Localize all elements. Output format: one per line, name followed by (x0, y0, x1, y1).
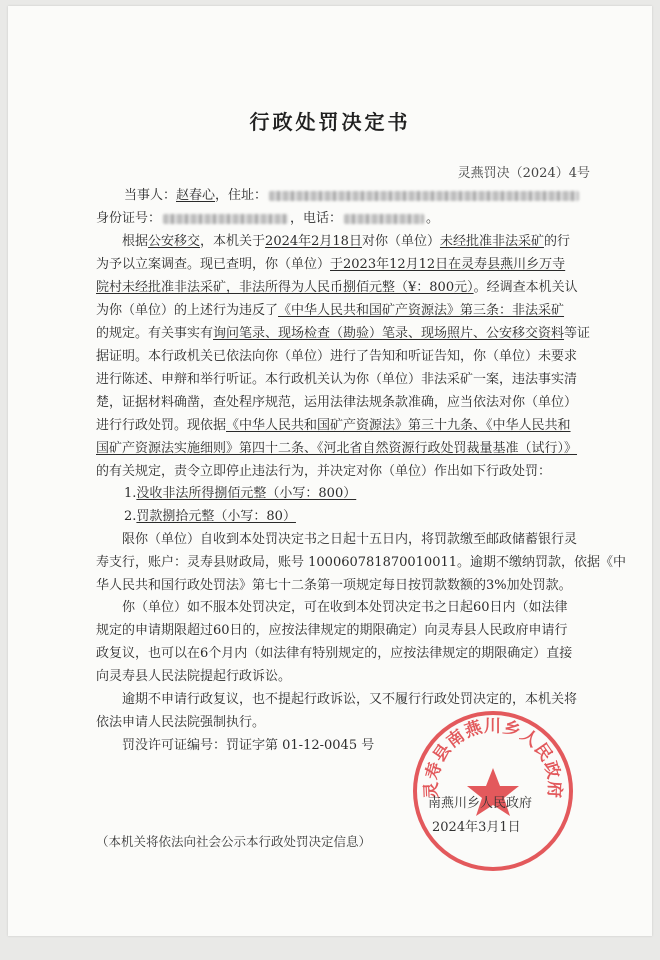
party-name: 赵春心 (176, 188, 216, 203)
text-line: 依法申请人民法院强制执行。 (96, 715, 266, 730)
facts-paragraph (96, 230, 591, 483)
redacted-phone (344, 214, 424, 224)
text-span: 的行 (543, 234, 570, 249)
text-line: 向灵寿县人民法院提起行政诉讼。 (96, 669, 292, 684)
payment-paragraph (96, 528, 627, 597)
penalty-item (124, 482, 584, 505)
penalty-item (124, 505, 584, 528)
seal-text: 灵寿县南燕川乡人民政府 (421, 716, 565, 800)
party-info (96, 184, 584, 230)
text-span: 2024年2月18日 (265, 234, 362, 249)
license-number: 罚没许可证编号：罚证字第 01-12-0045 号 (122, 738, 375, 753)
issue-date: 2024年3月1日 (432, 820, 521, 835)
id-label: 身份证号： (96, 211, 162, 226)
document-number: 灵燕罚决（2024）4号 (457, 166, 590, 181)
text-line: 规定的申请期限超过60日的，应按法律规定的期限确定）向灵寿县人民政府申请行 (96, 623, 568, 638)
text-span: 进行行政处罚。现依据 (96, 418, 227, 433)
text-span: 为你（单位）的上述行为违反了 (96, 303, 279, 318)
appeal-paragraph (96, 596, 584, 688)
penalty-list (96, 482, 584, 528)
footer-note: （本机关将依法向社会公示本行政处罚决定信息） (96, 834, 372, 849)
text-line: 逾期不申请行政复议，也不提起行政诉讼，又不履行行政处罚决定的，本机关将 (122, 692, 578, 707)
redacted-address (269, 191, 579, 201)
text-span: 未经批准非法采矿 (439, 234, 544, 249)
item-text: 罚款捌拾元整（小写：80） (136, 509, 296, 524)
text-span: 。经调查本机关认 (473, 280, 578, 295)
redacted-id-number (163, 214, 288, 224)
document-title: 行政处罚决定书 (249, 110, 411, 134)
text-line: 进行陈述、申辩和举行听证。本行政机关认为你（单位）非法采矿一案，违法事实清 (96, 372, 578, 387)
text-line: 政复议，也可以在6个月内（如法律有特别规定的，应按法律规定的期限确定）直接 (96, 646, 573, 661)
item-number: 2. (124, 509, 137, 524)
text-span: 国矿产资源法实施细则》第四十二条、《河北省自然资源行政处罚裁量基准（试行）》 (96, 441, 578, 456)
item-number: 1. (124, 486, 137, 501)
address-label: ，住址： (215, 188, 268, 203)
official-seal (408, 706, 578, 876)
text-span: 《中华人民共和国矿产资源法》第三条：非法采矿 (278, 303, 565, 318)
text-line: 华人民共和国行政处罚法》第七十二条第一项规定每日按罚款数额的3%加处罚款。 (96, 578, 572, 593)
text-span: 院村未经批准非法采矿，非法所得为人民币捌佰元整（¥：800元） (96, 280, 474, 295)
text-span: 于2023年12月12日在灵寿县燕川乡万寺 (330, 257, 566, 272)
text-span: 根据 (122, 234, 149, 249)
text-line: 据证明。本行政机关已依法向你（单位）进行了告知和听证告知，你（单位）未要求 (96, 349, 578, 364)
text-span: 的规定。有关事实有 (96, 326, 214, 341)
text-span: 《中华人民共和国矿产资源法》第三十九条、《中华人民共和 (226, 418, 571, 433)
issuing-organization: 南燕川乡人民政府 (428, 796, 533, 811)
text-span: 公安移交 (148, 234, 201, 249)
text-line: 的有关规定，责令立即停止违法行为，并决定对你（单位）作出如下行政处罚： (96, 464, 552, 479)
text-span: 等证 (564, 326, 591, 341)
text-line: 寿支行，账户：灵寿县财政局，账号 100060781870010011。逾期不缴纳罚款，依据《中 (96, 555, 627, 570)
party-name-label: 当事人： (124, 188, 177, 203)
text-span: 为予以立案调查。现已查明，你（单位） (96, 257, 331, 272)
text-line: 限你（单位）自收到本处罚决定书之日起十五日内，将罚款缴至邮政储蓄银行灵 (122, 532, 578, 547)
party-end-mark: 。 (426, 211, 440, 226)
text-line: 楚，证据材料确凿，查处程序规范，运用法律法规条款准确，应当依法对你（单位） (96, 395, 578, 410)
text-span: ，本机关于 (200, 234, 266, 249)
phone-label: ，电话： (290, 211, 343, 226)
document-page (8, 6, 652, 936)
text-span: 询问笔录、现场检查（勘验）笔录、现场照片、公安移交资料 (213, 326, 565, 341)
text-span: 对你（单位） (361, 234, 440, 249)
item-text: 没收非法所得捌佰元整（小写：800） (136, 486, 357, 501)
text-line: 你（单位）如不服本处罚决定，可在收到本处罚决定书之日起60日内（如法律 (122, 600, 568, 615)
